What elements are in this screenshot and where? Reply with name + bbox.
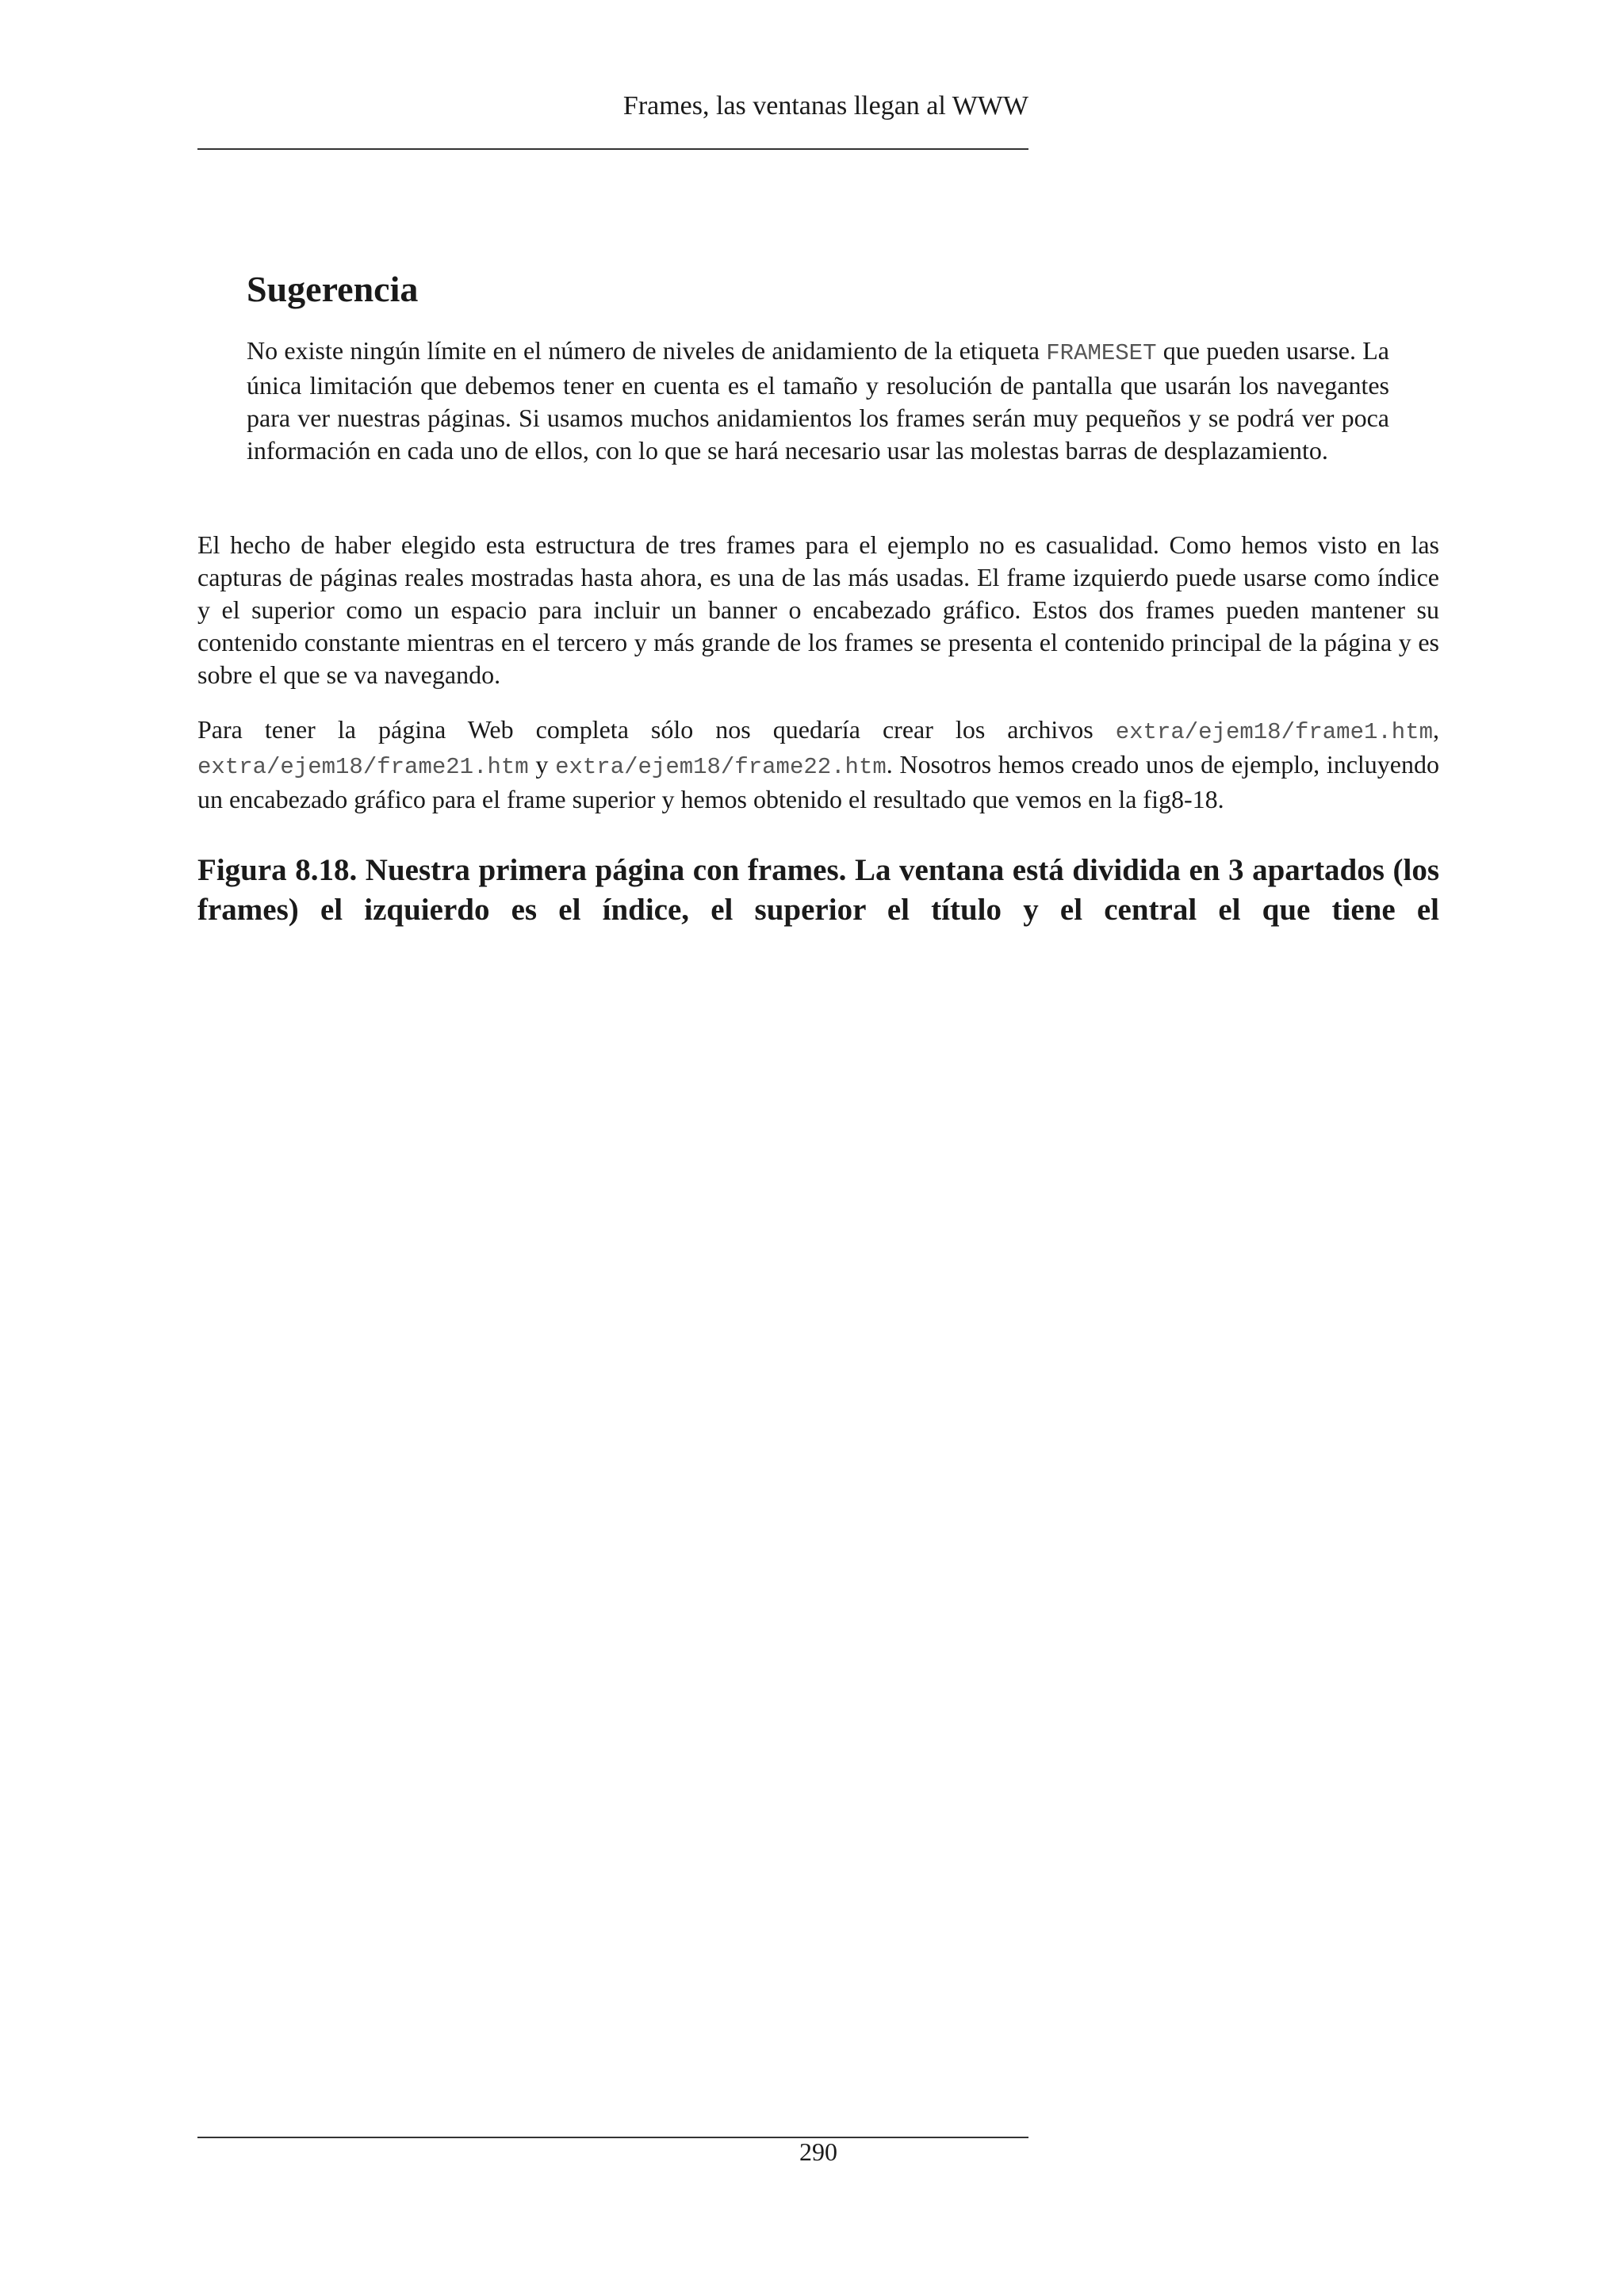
header-rule [197, 148, 1028, 150]
paragraph-create-files [197, 714, 1439, 816]
note-text-after: que pueden usarse. La única limitación que debemos tener en cuenta es el tamaño y resolución de pantalla que usarán los navegantes para ver nuestras páginas. Si usamos muchos anidamientos los frames serán muy pequeños y se podrá ver poca información en cada uno de ellos, con lo que se hará necesario usar las molestas barras de desplazamiento. [247, 336, 1390, 465]
frameset-tag-code: FRAMESET [1046, 340, 1157, 366]
note-body [247, 335, 1389, 467]
suggestion-note [247, 266, 1389, 467]
running-header: Frames, las ventanas llegan al WWW [622, 91, 1028, 121]
main-content [197, 529, 1439, 930]
file-path-frame1: extra/ejem18/frame1.htm [1115, 719, 1433, 745]
p2-text-2: , [1433, 715, 1439, 744]
p2-text-3: y [528, 750, 556, 779]
note-title: Sugerencia [247, 269, 419, 309]
file-path-frame22: extra/ejem18/frame22.htm [555, 754, 887, 780]
page-number: 290 [799, 2137, 837, 2166]
p2-text-4: . Nosotros hemos creado unos de ejemplo, incluyendo un encabezado gráfico para el frame superior y hemos obtenido el resultado que vemos en la fig8-18. [197, 750, 1440, 813]
figure-caption: Figura 8.18. Nuestra primera página con frames. La ventana está dividida en 3 apartados (los frames) el izquierdo es el índice, el superior el título y el central el que tiene el [197, 853, 1439, 927]
p2-text-1: Para tener la página Web completa sólo nos quedaría crear los archivos [197, 715, 1116, 744]
file-path-frame21: extra/ejem18/frame21.htm [197, 754, 529, 780]
note-text-before: No existe ningún límite en el número de niveles de anidamiento de la etiqueta [247, 336, 1047, 365]
paragraph-frames-structure: El hecho de haber elegido esta estructura de tres frames para el ejemplo no es casualidad. Como hemos visto en las capturas de páginas reales mostradas hasta ahora, es una de las más usadas. El frame izquierdo puede usarse como índice y el superior como un espacio para incluir un banner o encabezado gráfico. Estos dos frames pueden mantener su contenido constante mientras en el tercero y más grande de los frames se presenta el contenido principal de la página y es sobre el que se va navegando. [197, 530, 1439, 689]
